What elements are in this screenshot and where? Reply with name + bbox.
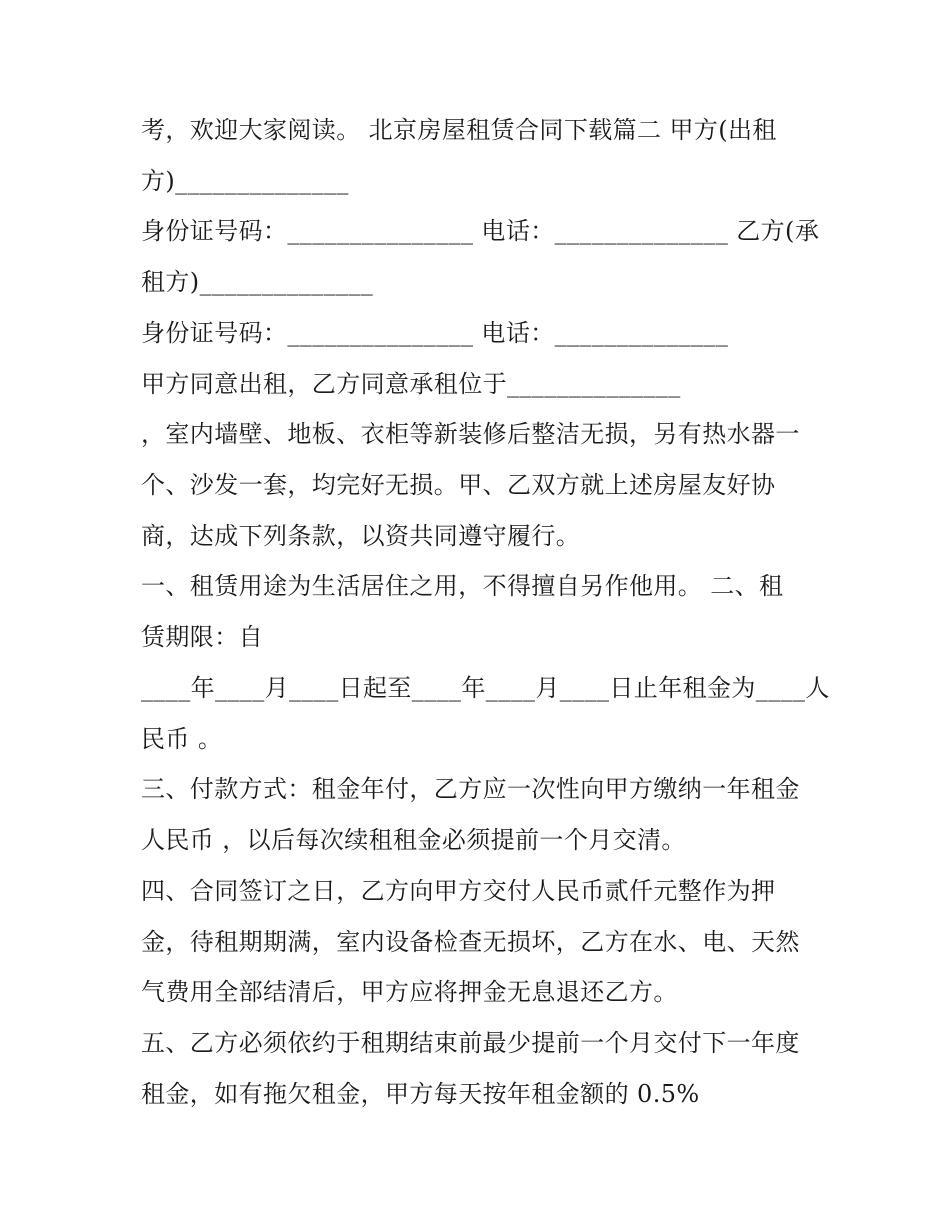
text-line: 商，达成下列条款，以资共同遵守履行。: [141, 522, 581, 550]
text-line: 赁期限：自: [141, 623, 263, 651]
text-line: 租金，如有拖欠租金，甲方每天按年租金额的 0.5%: [141, 1080, 700, 1108]
text-line: 方)______________: [141, 167, 349, 195]
text-line: ____年____月____日起至____年____月____日止年租金为____人: [141, 674, 830, 702]
text-line: 民币 。: [141, 725, 223, 753]
text-line: 考，欢迎大家阅读。 北京房屋租赁合同下载篇二 甲方(出租: [141, 116, 777, 144]
text-line: 租方)______________: [141, 268, 374, 296]
text-line: 个、沙发一套，均完好无损。甲、乙双方就上述房屋友好协: [141, 471, 776, 499]
text-line: 五、乙方必须依约于租期结束前最少提前一个月交付下一年度: [141, 1029, 800, 1057]
text-line: 人民币 ，以后每次续租租金必须提前一个月交清。: [141, 826, 686, 854]
text-line: 一、租赁用途为生活居住之用，不得擅自另作他用。 二、租: [141, 572, 784, 600]
text-line: 三、付款方式：租金年付，乙方应一次性向甲方缴纳一年租金: [141, 775, 800, 803]
text-line: ，室内墙壁、地板、衣柜等新装修后整洁无损，另有热水器一: [141, 420, 800, 448]
text-line: 甲方同意出租，乙方同意承租位于______________: [141, 370, 681, 398]
text-line: 金，待租期期满，室内设备检查无损坏，乙方在水、电、天然: [141, 928, 800, 956]
text-line: 气费用全部结清后，甲方应将押金无息退还乙方。: [141, 978, 678, 1006]
text-line: 身份证号码：_______________ 电话：______________: [141, 319, 729, 347]
text-line: 四、合同签订之日，乙方向甲方交付人民币贰仟元整作为押: [141, 877, 776, 905]
text-line: 身份证号码：_______________ 电话：______________ 乙方(承: [141, 217, 820, 245]
